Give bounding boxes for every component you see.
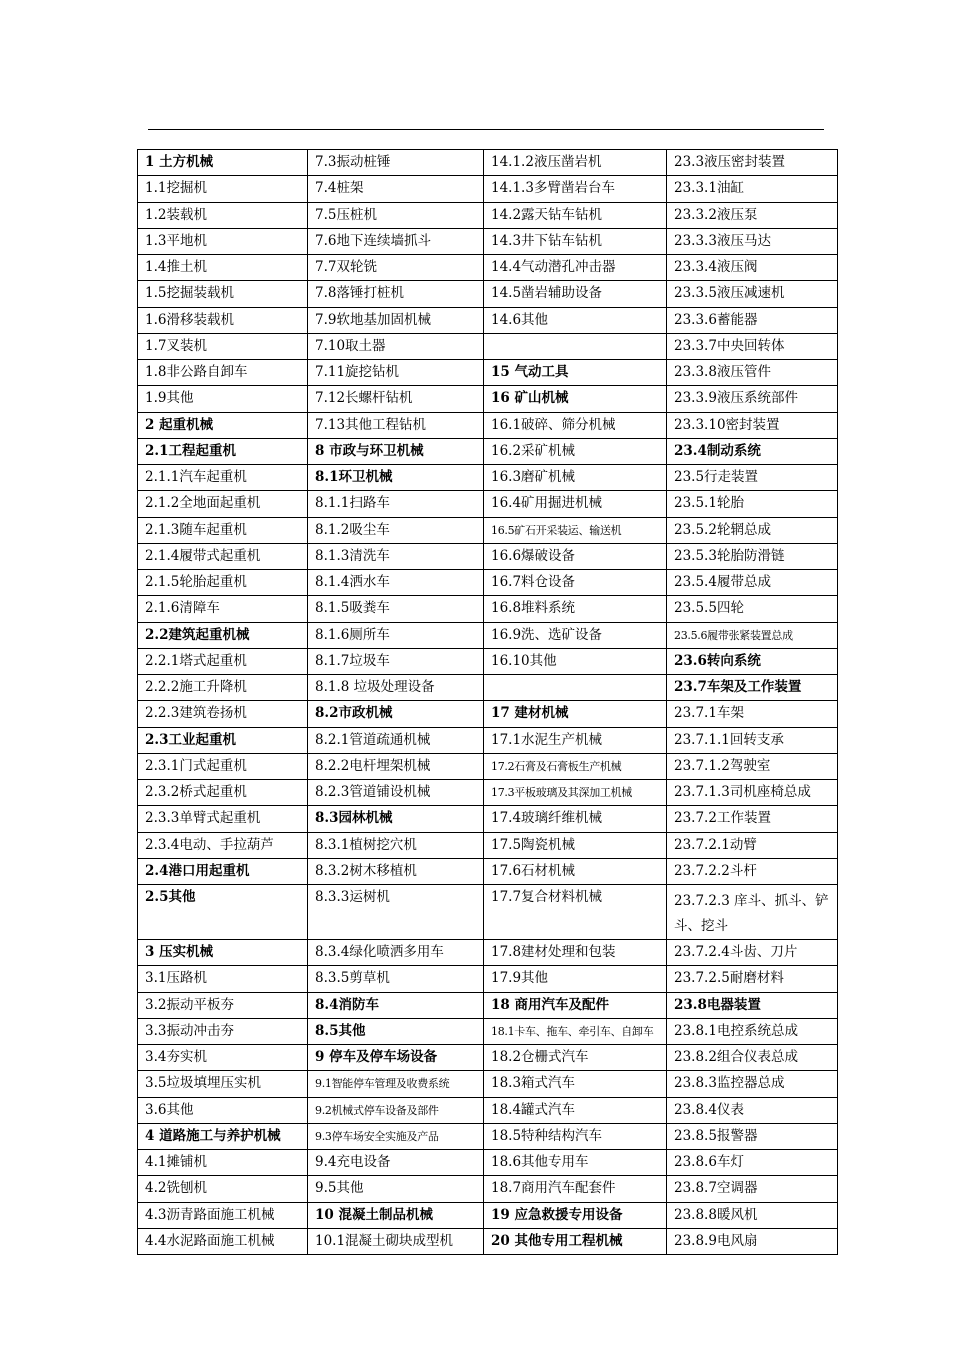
table-cell: 2.1.6清障车 [138,596,308,622]
table-row [138,465,838,491]
table-cell: 4.1摊铺机 [138,1150,308,1176]
table-row [138,753,838,779]
table-cell: 8.3.2树木移植机 [308,858,484,884]
table-row [138,412,838,438]
table-cell: 17.5陶瓷机械 [484,832,667,858]
table-cell: 2.1.1汽车起重机 [138,465,308,491]
table-cell: 23.7.1车架 [667,701,838,727]
table-cell: 17.9其他 [484,966,667,992]
table-cell: 23.3.7中央回转体 [667,333,838,359]
table-cell: 23.7.2.4斗齿、刀片 [667,940,838,966]
table-row [138,281,838,307]
table-cell: 4 道路施工与养护机械 [138,1123,308,1149]
table-cell: 8.1.7垃圾车 [308,648,484,674]
table-cell: 17.1水泥生产机械 [484,727,667,753]
table-cell: 8.1环卫机械 [308,465,484,491]
table-cell: 9.3停车场安全实施及产品 [308,1123,484,1149]
header-rule [148,129,824,130]
table-row [138,622,838,648]
table-cell: 1.1挖掘机 [138,176,308,202]
table-cell: 7.6地下连续墙抓斗 [308,228,484,254]
table-cell: 14.5凿岩辅助设备 [484,281,667,307]
table-cell: 23.7.2.1动臂 [667,832,838,858]
table-cell: 23.5.5四轮 [667,596,838,622]
table-cell: 23.8电器装置 [667,992,838,1018]
table-cell: 8.2.2电杆埋架机械 [308,753,484,779]
table-cell: 23.7.1.1回转支承 [667,727,838,753]
table-cell: 17.2石膏及石膏板生产机械 [484,753,667,779]
table-cell: 16.9洗、选矿设备 [484,622,667,648]
table-cell: 9.5其他 [308,1176,484,1202]
table-cell: 23.7车架及工作装置 [667,675,838,701]
table-cell: 16.8堆料系统 [484,596,667,622]
table-cell: 23.5.1轮胎 [667,491,838,517]
table-cell: 19 应急救援专用设备 [484,1202,667,1228]
table-cell: 7.7双轮铣 [308,255,484,281]
table-cell: 2.3.2桥式起重机 [138,780,308,806]
table-row [138,701,838,727]
table-cell: 2.2.1塔式起重机 [138,648,308,674]
table-row [138,596,838,622]
table-cell: 2.3.3单臂式起重机 [138,806,308,832]
table-cell: 18.1卡车、拖车、牵引车、自卸车 [484,1018,667,1044]
table-row [138,386,838,412]
table-cell: 23.8.4仪表 [667,1097,838,1123]
table-cell: 1.5挖掘装载机 [138,281,308,307]
table-cell: 23.5.6履带张紧装置总成 [667,622,838,648]
table-cell: 18 商用汽车及配件 [484,992,667,1018]
table-cell: 23.8.3监控器总成 [667,1071,838,1097]
table-cell: 1.6滑移装载机 [138,307,308,333]
table-cell: 23.7.2工作装置 [667,806,838,832]
table-cell: 3.4夯实机 [138,1045,308,1071]
table-row [138,228,838,254]
table-cell: 23.3.1油缸 [667,176,838,202]
table-cell: 2.2.2施工升降机 [138,675,308,701]
table-cell: 16.7料仓设备 [484,570,667,596]
table-cell: 18.7商用汽车配套件 [484,1176,667,1202]
table-row [138,176,838,202]
table-cell: 8.3.5剪草机 [308,966,484,992]
table-cell: 23.6转向系统 [667,648,838,674]
table-cell: 15 气动工具 [484,360,667,386]
table-cell: 7.10取土器 [308,333,484,359]
table-row [138,648,838,674]
table-cell: 8.4消防车 [308,992,484,1018]
table-cell: 23.7.1.2驾驶室 [667,753,838,779]
table-cell: 2.3.4电动、手拉葫芦 [138,832,308,858]
table-row [138,1228,838,1254]
table-cell: 8.2.3管道铺设机械 [308,780,484,806]
table-cell: 8.1.2吸尘车 [308,517,484,543]
table-row [138,1018,838,1044]
table-cell: 9.1智能停车管理及收费系统 [308,1071,484,1097]
table-cell: 3.1压路机 [138,966,308,992]
table-cell: 23.3.6蓄能器 [667,307,838,333]
table-cell: 8.1.3清洗车 [308,543,484,569]
table-cell: 14.1.3多臂凿岩台车 [484,176,667,202]
table-cell: 17.3平板玻璃及其深加工机械 [484,780,667,806]
table-cell: 8.1.5吸粪车 [308,596,484,622]
table-row [138,150,838,176]
table-cell: 17.8建材处理和包装 [484,940,667,966]
table-row [138,966,838,992]
table-cell: 23.5.3轮胎防滑链 [667,543,838,569]
table-cell: 4.2铣刨机 [138,1176,308,1202]
table-row [138,307,838,333]
table-cell: 18.3箱式汽车 [484,1071,667,1097]
equipment-category-table [137,149,838,1255]
table-cell: 3.2振动平板夯 [138,992,308,1018]
table-cell: 1.8非公路自卸车 [138,360,308,386]
table-cell: 2.2建筑起重机械 [138,622,308,648]
table-cell: 8.3园林机械 [308,806,484,832]
table-row [138,517,838,543]
table-cell: 23.3.3液压马达 [667,228,838,254]
table-cell: 17.4玻璃纤维机械 [484,806,667,832]
table-cell: 8.2市政机械 [308,701,484,727]
table-cell: 7.9软地基加固机械 [308,307,484,333]
table-cell: 16.5矿石开采装运、输送机 [484,517,667,543]
table-cell: 10 混凝土制品机械 [308,1202,484,1228]
table-cell: 18.6其他专用车 [484,1150,667,1176]
table-cell: 17 建材机械 [484,701,667,727]
table-cell: 23.7.2.3 庠斗、抓斗、铲斗、挖斗 [667,885,838,940]
table-cell: 2.5其他 [138,885,308,940]
table-cell: 17.7复合材料机械 [484,885,667,940]
table-cell: 8.3.4绿化喷洒多用车 [308,940,484,966]
table-cell: 1.9其他 [138,386,308,412]
table-cell: 8.3.3运树机 [308,885,484,940]
table-row [138,491,838,517]
table-cell: 16.3磨矿机械 [484,465,667,491]
table-cell [484,333,667,359]
table-cell: 23.3.4液压阀 [667,255,838,281]
table-row [138,675,838,701]
table-cell: 2.1工程起重机 [138,438,308,464]
table-row [138,780,838,806]
table-cell: 3.5垃圾填埋压实机 [138,1071,308,1097]
table-cell: 23.3.2液压泵 [667,202,838,228]
table-cell: 1.4推土机 [138,255,308,281]
table-cell: 8.1.1扫路车 [308,491,484,517]
table-row [138,255,838,281]
table-cell: 1 土方机械 [138,150,308,176]
table-cell: 7.3振动桩锤 [308,150,484,176]
table-row [138,1202,838,1228]
table-row [138,1123,838,1149]
table-cell: 2 起重机械 [138,412,308,438]
table-cell: 3.6其他 [138,1097,308,1123]
table-cell: 2.2.3建筑卷扬机 [138,701,308,727]
table-body [138,150,838,1255]
table-cell: 14.1.2液压凿岩机 [484,150,667,176]
table-cell: 4.4水泥路面施工机械 [138,1228,308,1254]
table-cell: 23.8.1电控系统总成 [667,1018,838,1044]
table-cell: 23.4制动系统 [667,438,838,464]
table-row [138,806,838,832]
table-cell: 18.5特种结构汽车 [484,1123,667,1149]
table-row [138,832,838,858]
table-cell: 23.7.2.5耐磨材料 [667,966,838,992]
table-cell: 9.2机械式停车设备及部件 [308,1097,484,1123]
table-cell: 23.5.4履带总成 [667,570,838,596]
table-cell: 23.8.2组合仪表总成 [667,1045,838,1071]
table-cell: 8 市政与环卫机械 [308,438,484,464]
table-cell: 7.12长螺杆钻机 [308,386,484,412]
table-row [138,570,838,596]
table-cell: 8.1.8 垃圾处理设备 [308,675,484,701]
table-cell: 23.8.7空调器 [667,1176,838,1202]
table-cell: 1.7叉装机 [138,333,308,359]
table-cell: 23.8.6车灯 [667,1150,838,1176]
table-cell: 8.2.1管道疏通机械 [308,727,484,753]
table-cell: 17.6石材机械 [484,858,667,884]
table-cell: 23.8.5报警器 [667,1123,838,1149]
table-cell: 16.6爆破设备 [484,543,667,569]
table-row [138,202,838,228]
table-cell: 23.8.8暖风机 [667,1202,838,1228]
table-cell: 9 停车及停车场设备 [308,1045,484,1071]
table-cell: 8.5其他 [308,1018,484,1044]
table-cell: 7.4桩架 [308,176,484,202]
table-row [138,885,838,940]
table-cell: 23.3.10密封装置 [667,412,838,438]
table-cell: 7.5压桩机 [308,202,484,228]
table-cell: 14.6其他 [484,307,667,333]
table-cell: 16.10其他 [484,648,667,674]
table-cell: 2.1.5轮胎起重机 [138,570,308,596]
table-row [138,727,838,753]
table-cell: 14.4气动潜孔冲击器 [484,255,667,281]
table-row [138,940,838,966]
table-cell: 3.3振动冲击夯 [138,1018,308,1044]
table-row [138,360,838,386]
table-row [138,438,838,464]
table-cell: 3 压实机械 [138,940,308,966]
table-row [138,1176,838,1202]
table-row [138,1097,838,1123]
table-cell: 16.4矿用掘进机械 [484,491,667,517]
table-cell: 23.5行走装置 [667,465,838,491]
table-cell: 7.13其他工程钻机 [308,412,484,438]
table-cell: 23.7.1.3司机座椅总成 [667,780,838,806]
table-cell: 16.1破碎、筛分机械 [484,412,667,438]
table-cell: 9.4充电设备 [308,1150,484,1176]
table-cell: 23.8.9电风扇 [667,1228,838,1254]
table-cell: 23.3.5液压减速机 [667,281,838,307]
table-cell: 4.3沥青路面施工机械 [138,1202,308,1228]
table-cell: 8.1.6厕所车 [308,622,484,648]
table-cell: 20 其他专用工程机械 [484,1228,667,1254]
table-cell: 7.8落锤打桩机 [308,281,484,307]
table-row [138,1071,838,1097]
table-cell: 10.1混凝土砌块成型机 [308,1228,484,1254]
table-cell: 14.2露天钻车钻机 [484,202,667,228]
table-cell: 23.7.2.2斗杆 [667,858,838,884]
table-cell: 7.11旋挖钻机 [308,360,484,386]
table-cell: 23.3液压密封装置 [667,150,838,176]
table-cell [484,675,667,701]
table-cell: 18.2仓栅式汽车 [484,1045,667,1071]
table-cell: 23.5.2轮辋总成 [667,517,838,543]
table-cell: 18.4罐式汽车 [484,1097,667,1123]
table-cell: 23.3.8液压管件 [667,360,838,386]
table-cell: 1.2装载机 [138,202,308,228]
table-row [138,1150,838,1176]
table-row [138,992,838,1018]
table-cell: 2.1.2全地面起重机 [138,491,308,517]
table-cell: 16.2采矿机械 [484,438,667,464]
table-cell: 1.3平地机 [138,228,308,254]
table-row [138,543,838,569]
table-cell: 8.3.1植树挖穴机 [308,832,484,858]
table-row [138,1045,838,1071]
table-row [138,858,838,884]
table-cell: 2.1.3随车起重机 [138,517,308,543]
table-cell: 2.4港口用起重机 [138,858,308,884]
table-cell: 2.1.4履带式起重机 [138,543,308,569]
table-cell: 2.3工业起重机 [138,727,308,753]
table-cell: 2.3.1门式起重机 [138,753,308,779]
table-cell: 14.3井下钻车钻机 [484,228,667,254]
table-cell: 8.1.4洒水车 [308,570,484,596]
table-cell: 23.3.9液压系统部件 [667,386,838,412]
table-row [138,333,838,359]
table-cell: 16 矿山机械 [484,386,667,412]
